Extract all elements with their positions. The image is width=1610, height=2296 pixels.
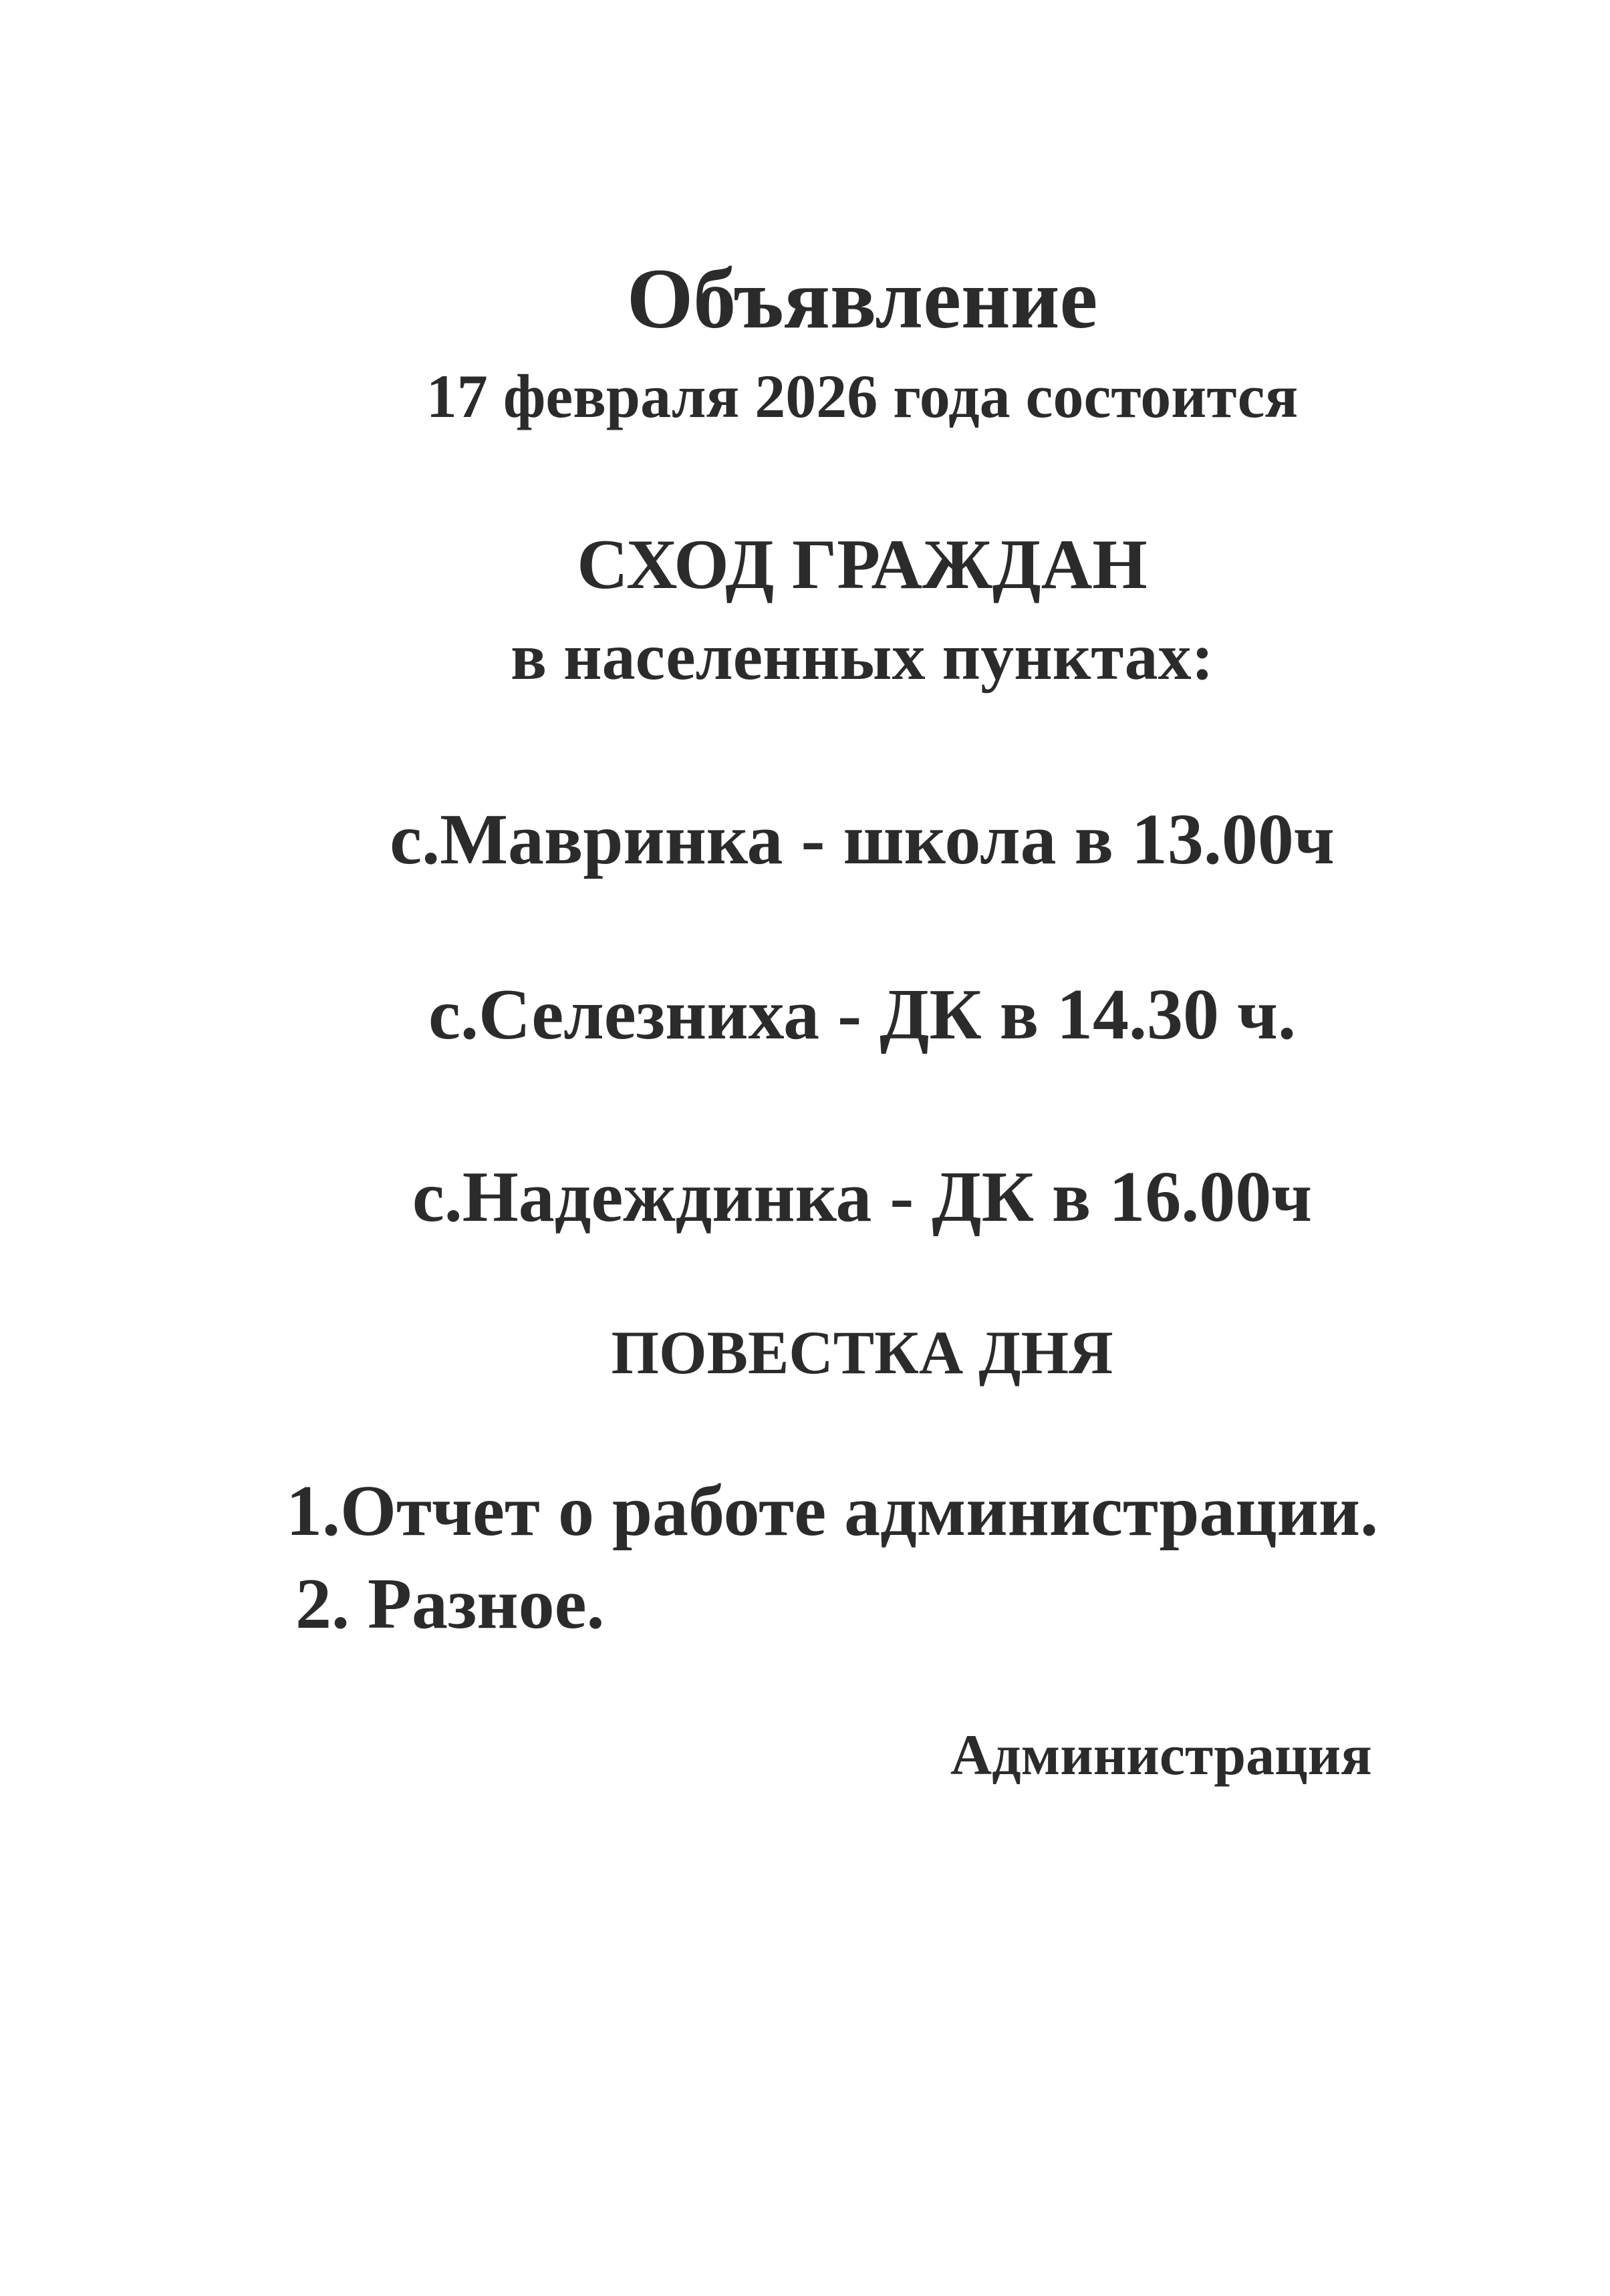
event-name: СХОД ГРАЖДАН: [577, 525, 1148, 603]
places-intro: в населенных пунктах:: [511, 619, 1214, 694]
date-line: 17 февраля 2026 года состоится: [426, 362, 1299, 430]
agenda-item: 1.Отчет о работе администрации.: [286, 1471, 1379, 1551]
location-item: с.Надеждинка - ДК в 16.00ч: [412, 1157, 1313, 1237]
location-item: с.Мавринка - школа в 13.00ч: [390, 800, 1335, 879]
signature: Администрация: [950, 1723, 1372, 1787]
page-title: Объявление: [626, 251, 1098, 346]
agenda-item: 2. Разное.: [295, 1564, 605, 1644]
location-item: с.Селезниха - ДК в 14.30 ч.: [428, 975, 1296, 1054]
agenda-title: ПОВЕСТКА ДНЯ: [611, 1318, 1113, 1387]
